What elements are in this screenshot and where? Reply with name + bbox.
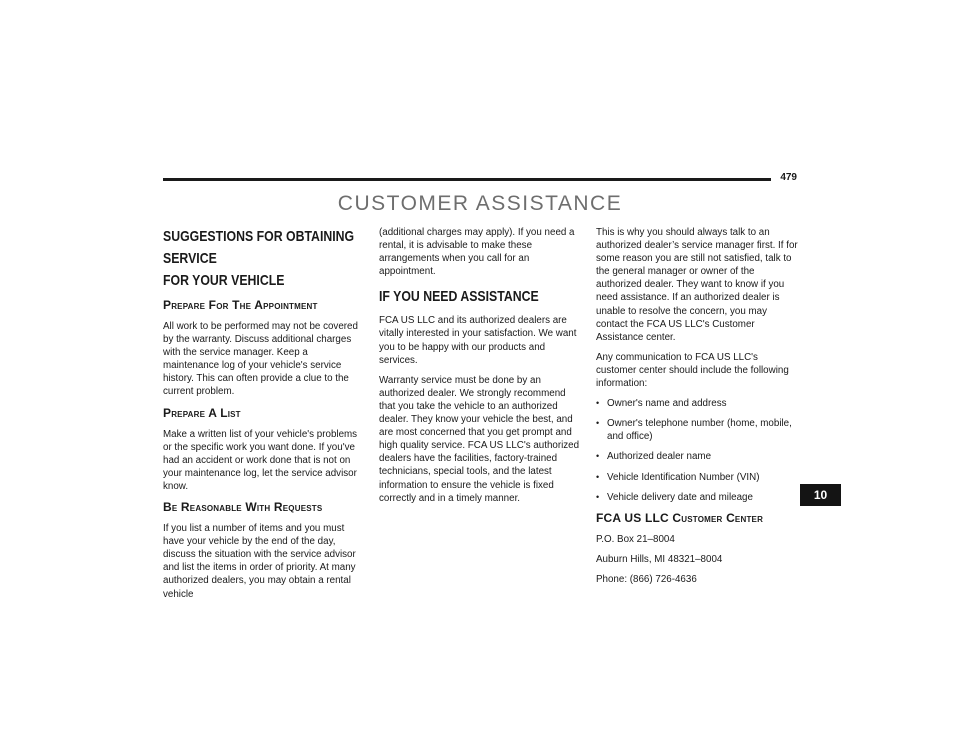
list-item xyxy=(596,471,800,484)
required-info-list xyxy=(596,397,800,504)
paragraph-prepare-appointment: All work to be performed may not be covered by the warranty. Discuss additional charges with the service manager. Keep a maintenance log of your vehicle's service history. This can often provide a clue to the current problem. xyxy=(163,321,358,398)
list-item-text: Authorized dealer name xyxy=(607,451,712,463)
list-item xyxy=(596,450,800,463)
paragraph-rental-continuation: (additional charges may apply). If you need a rental, it is advisable to make these arrangements when you call for an appointment. xyxy=(379,227,575,278)
bullet-icon: • xyxy=(596,451,600,462)
address-po-box: P.O. Box 21–8004 xyxy=(596,533,675,545)
paragraph-warranty-service: Warranty service must be done by an authorized dealer. We strongly recommend that you take the vehicle to an authorized dealer. They know your vehicle the best, and are most concerned that you get prompt and high quality service. FCA US LLC's authorized dealers have the facilities, factory-trained technicians, special tools, and the latest information to ensure the vehicle is fixed correctly and in a timely manner. xyxy=(379,374,580,504)
paragraph-prepare-list: Make a written list of your vehicle's problems or the specific work you want done. If you've had an accident or work done that is not on your maintenance log, let the service advisor know. xyxy=(163,428,358,492)
heading-line-2: FOR YOUR VEHICLE xyxy=(163,272,285,289)
bullet-icon: • xyxy=(596,491,600,502)
chapter-title: CUSTOMER ASSISTANCE xyxy=(337,192,623,215)
list-item xyxy=(596,491,800,504)
paragraph-service-manager: This is why you should always talk to an authorized dealer’s service manager first. If for some reason you are still not satisfied, talk to the general manager or owner of the authorized dealer. They want to know if you need assistance. If an authorized dealer is unable to resolve the concern, you may contact the FCA US LLC's Customer Assistance center. xyxy=(596,227,798,343)
list-item-text: Owner's telephone number (home, mobile, and office) xyxy=(607,418,792,443)
paragraph-satisfaction: FCA US LLC and its authorized dealers are vitally interested in your satisfaction. We want you to be happy with our products and services. xyxy=(379,315,577,366)
column-3 xyxy=(596,226,800,593)
page-number: 479 xyxy=(780,172,797,183)
column-2 xyxy=(379,226,581,512)
address-city: Auburn Hills, MI 48321–8004 xyxy=(596,553,723,565)
section-heading-need-assistance: IF YOU NEED ASSISTANCE xyxy=(379,288,539,306)
bullet-icon: • xyxy=(596,418,600,429)
subheading-reasonable-requests: Be Reasonable With Requests xyxy=(163,500,323,515)
list-item xyxy=(596,397,800,410)
list-item-text: Owner's name and address xyxy=(607,398,727,410)
subheading-customer-center: FCA US LLC Customer Center xyxy=(596,510,764,525)
paragraph-reasonable-requests: If you list a number of items and you must have your vehicle by the end of the day, discuss the situation with the service advisor and list the items in order of priority. At many authorized dealers, you may obtain a rental vehicle xyxy=(163,523,356,600)
subheading-prepare-appointment: Prepare For The Appointment xyxy=(163,298,318,312)
list-item-text: Vehicle Identification Number (VIN) xyxy=(607,471,760,483)
section-heading-service-suggestions xyxy=(163,226,363,292)
bullet-icon: • xyxy=(596,398,600,409)
bullet-icon: • xyxy=(596,471,600,482)
list-item xyxy=(596,417,800,443)
address-phone: Phone: (866) 726-4636 xyxy=(596,573,697,585)
header-rule xyxy=(163,178,771,181)
column-1 xyxy=(163,226,363,608)
subheading-prepare-list: Prepare A List xyxy=(163,405,241,420)
heading-line-1: SUGGESTIONS FOR OBTAINING SERVICE xyxy=(163,228,355,267)
chapter-tab: 10 xyxy=(800,484,841,506)
paragraph-communication: Any communication to FCA US LLC's customer center should include the following information: xyxy=(596,351,789,390)
list-item-text: Vehicle delivery date and mileage xyxy=(607,491,753,503)
